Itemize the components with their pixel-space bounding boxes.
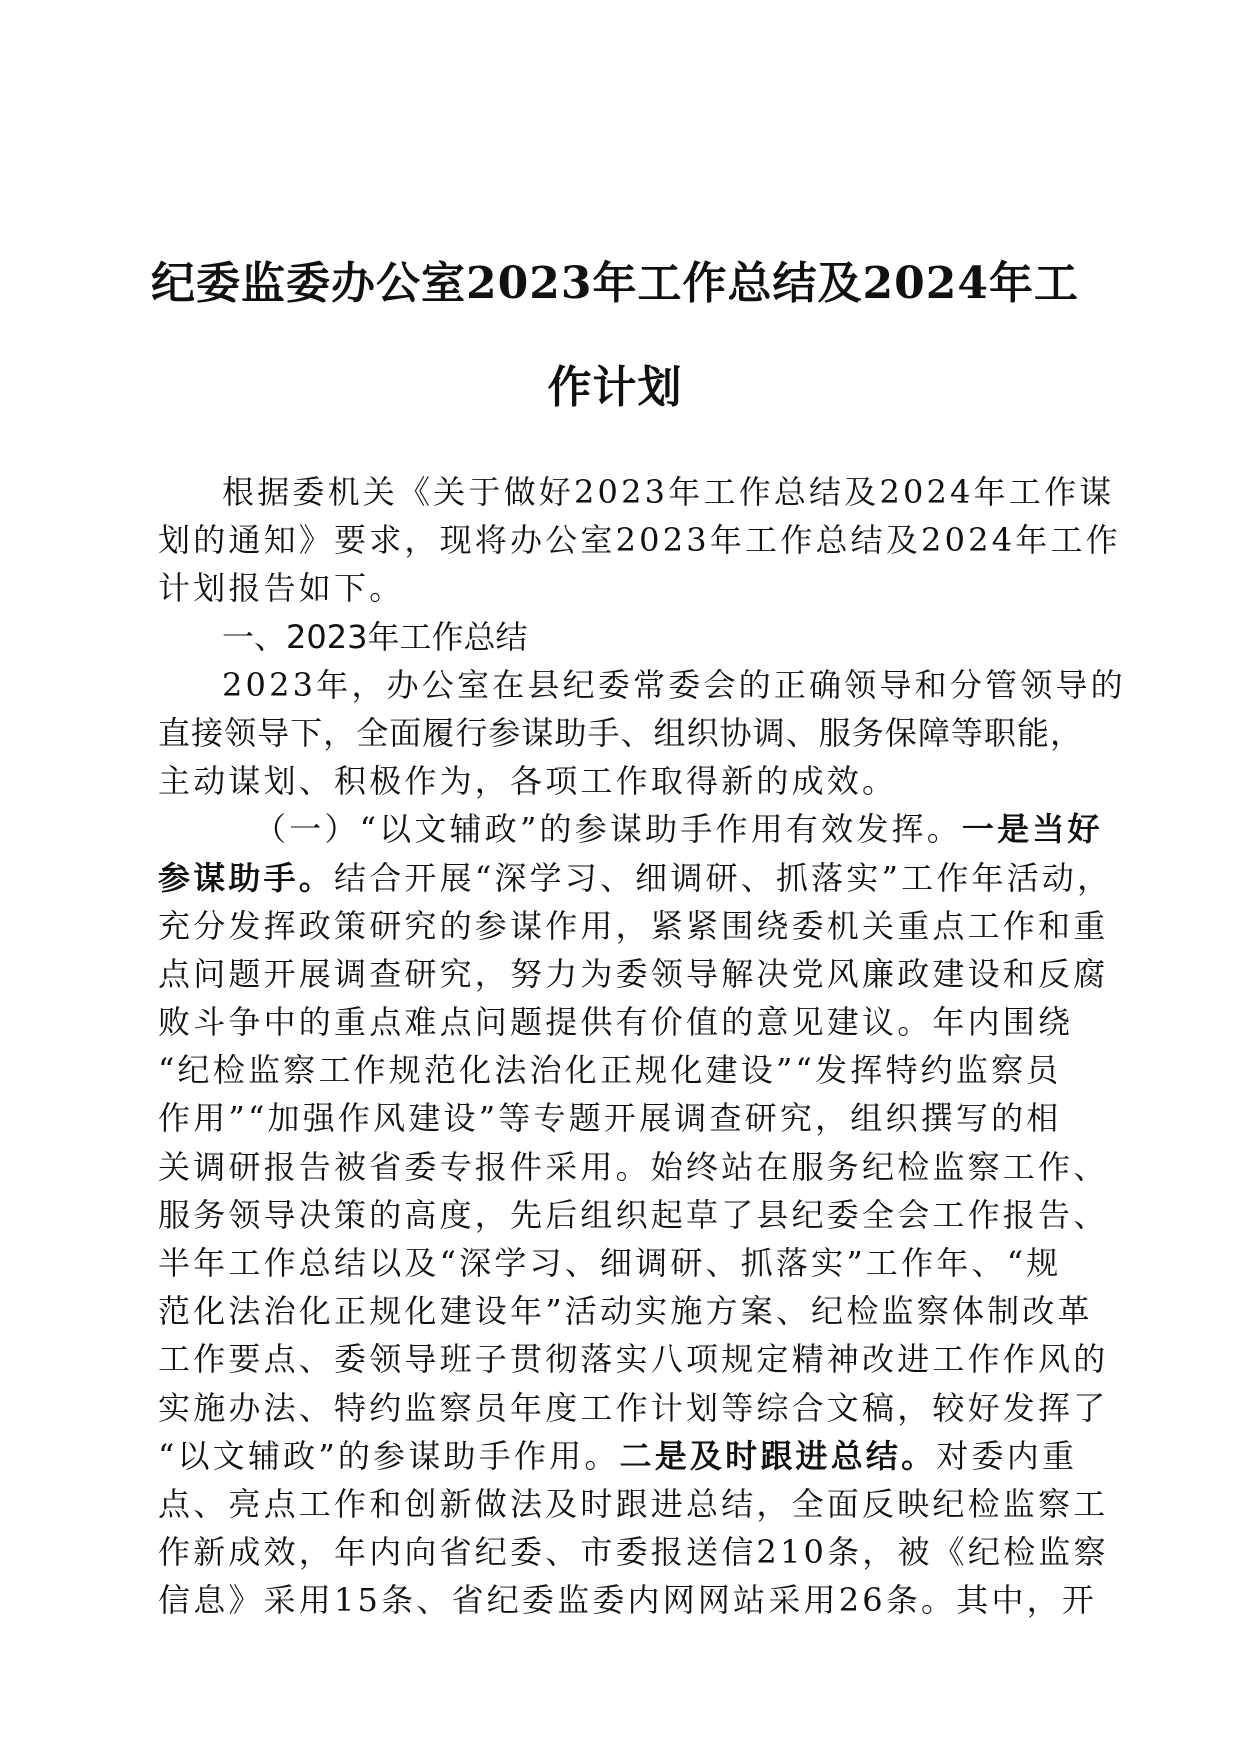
sub1-middle-line: 范化法治化正规化建设年”活动实施方案、纪检监察体制改革 (158, 1292, 1093, 1331)
section1-line-1: 2023年，办公室在县纪委常委会的正确领导和分管领导的 (222, 665, 1126, 704)
section-heading: 一、2023年工作总结 (222, 617, 528, 656)
sub1-middle-line: 败斗争中的重点难点问题提供有价值的意见建议。年内围绕 (158, 1003, 1074, 1042)
sub1-mixed-line (158, 1432, 1082, 1480)
sub1-middle-line: 点问题开展调查研究，努力为委领导解决党风廉政建设和反腐 (158, 954, 1109, 993)
title-line-2: 作计划 (547, 362, 683, 413)
sub1-lead-1: 一是当好 (961, 810, 1103, 849)
sub1-middle-line: 实施办法、特约监察员年度工作计划等综合文稿，较好发挥了 (158, 1388, 1109, 1427)
sub1-lead-2: 参谋助手。 (158, 858, 335, 897)
sub1-line-1 (158, 805, 1103, 853)
section1-line-3: 主动谋划、积极作为，各项工作取得新的成效。 (158, 762, 898, 801)
sub1-middle-line: 充分发挥政策研究的参谋作用，紧紧围绕委机关重点工作和重 (158, 906, 1109, 945)
intro-line-3: 计划报告如下。 (158, 569, 405, 608)
sub1-middle-line: “纪检监察工作规范化法治化正规化建设”“发挥特约监察员 (158, 1051, 1062, 1090)
sub1-heading: （一）“以文辅政”的参谋助手作用有效发挥。 (254, 810, 962, 849)
intro-line-1: 根据委机关《关于做好2023年工作总结及2024年工作谋 (222, 473, 1115, 511)
sub1-mixed-post: 对委内重 (936, 1436, 1078, 1475)
sub1-mixed-pre: “以文辅政”的参谋助手作用。 (158, 1436, 620, 1475)
sub1-final-line: 信息》采用15条、省纪委监委内网网站采用26条。其中，开 (158, 1581, 1098, 1620)
sub1-middle-line: 关调研报告被省委专报件采用。始终站在服务纪检监察工作、 (158, 1147, 1109, 1186)
sub1-final-line: 点、亮点工作和创新做法及时跟进总结，全面反映纪检监察工 (158, 1484, 1109, 1523)
sub1-middle-line: 作用”“加强作风建设”等专题开展调查研究，组织撰写的相 (158, 1099, 1062, 1138)
sub1-line-2 (158, 854, 1113, 902)
title-line-1: 纪委监委办公室2023年工作总结及2024年工 (151, 258, 1079, 309)
document-body (158, 468, 1126, 1625)
document-title (150, 232, 1080, 440)
sub1-mixed-lead: 二是及时跟进总结。 (619, 1436, 937, 1475)
sub1-middle-line: 服务领导决策的高度，先后组织起草了县纪委全会工作报告、 (158, 1195, 1109, 1234)
intro-line-2: 划的通知》要求，现将办公室2023年工作总结及2024年工作 (158, 521, 1121, 560)
section1-line-2: 直接领导下，全面履行参谋助手、组织协调、服务保障等职能， (158, 713, 1082, 752)
sub1-final-line: 作新成效，年内向省纪委、市委报送信210条，被《纪检监察 (158, 1533, 1109, 1572)
sub1-middle-line: 半年工作总结以及“深学习、细调研、抓落实”工作年、“规 (158, 1244, 1062, 1282)
sub1-line-2-text: 结合开展“深学习、细调研、抓落实”工作年活动， (334, 858, 1113, 897)
sub1-middle-line: 工作要点、委领导班子贯彻落实八项规定精神改进工作作风的 (158, 1340, 1109, 1379)
